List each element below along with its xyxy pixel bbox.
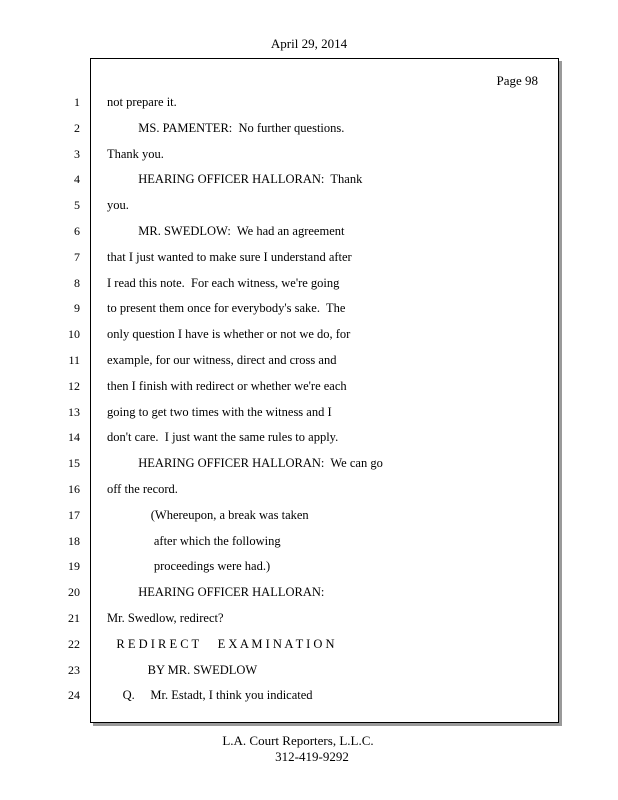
- footer-company: L.A. Court Reporters, L.L.C.: [222, 733, 374, 748]
- line-number: 19: [68, 559, 80, 573]
- line-text: HEARING OFFICER HALLORAN: Thank: [107, 172, 363, 186]
- footer-phone: 312-419-9292: [275, 749, 349, 764]
- line-number: 3: [74, 147, 80, 161]
- line-number: 23: [68, 663, 80, 677]
- line-text: HEARING OFFICER HALLORAN: We can go: [107, 456, 383, 470]
- line-text: going to get two times with the witness and I: [107, 405, 332, 419]
- line-text: to present them once for everybody's sake. The: [107, 301, 346, 315]
- line-number: 7: [74, 250, 80, 264]
- line-number: 17: [68, 508, 80, 522]
- line-number: 4: [74, 172, 80, 186]
- line-number: 1: [74, 95, 80, 109]
- header-date: April 29, 2014: [270, 36, 348, 51]
- line-text: HEARING OFFICER HALLORAN:: [107, 585, 325, 599]
- line-number: 11: [68, 353, 80, 367]
- line-text: that I just wanted to make sure I understand after: [107, 250, 352, 264]
- line-text: proceedings were had.): [107, 559, 271, 573]
- line-text: Mr. Swedlow, redirect?: [107, 611, 224, 625]
- line-number: 14: [68, 430, 80, 444]
- line-text: then I finish with redirect or whether we're each: [107, 379, 347, 393]
- line-text: not prepare it.: [107, 95, 177, 109]
- line-text: only question I have is whether or not we do, for: [107, 327, 351, 341]
- line-text: off the record.: [107, 482, 178, 496]
- line-number: 9: [74, 301, 80, 315]
- line-number: 10: [68, 327, 80, 341]
- line-number: 22: [68, 637, 80, 651]
- line-text: MR. SWEDLOW: We had an agreement: [107, 224, 345, 238]
- line-text: Thank you.: [107, 147, 164, 161]
- footer: [0, 733, 618, 765]
- line-number: 20: [68, 585, 80, 599]
- line-number: 8: [74, 276, 80, 290]
- line-text: BY MR. SWEDLOW: [107, 663, 258, 677]
- line-number: 18: [68, 534, 80, 548]
- line-text: (Whereupon, a break was taken: [107, 508, 309, 522]
- line-number: 21: [68, 611, 80, 625]
- page-number: Page 98: [496, 73, 538, 88]
- line-number: 2: [74, 121, 80, 135]
- line-number: 5: [74, 198, 80, 212]
- line-text: MS. PAMENTER: No further questions.: [107, 121, 345, 135]
- line-number: 13: [68, 405, 80, 419]
- line-text: R E D I R E C T E X A M I N A T I O N: [107, 637, 335, 651]
- line-number: 6: [74, 224, 80, 238]
- line-number: 15: [68, 456, 80, 470]
- line-text: you.: [107, 198, 129, 212]
- line-number: 24: [68, 688, 80, 702]
- line-text: I read this note. For each witness, we're going: [107, 276, 340, 290]
- line-number: 12: [68, 379, 80, 393]
- line-text: after which the following: [107, 534, 281, 548]
- line-text: Q. Mr. Estadt, I think you indicated: [107, 688, 313, 702]
- line-number: 16: [68, 482, 80, 496]
- line-text: don't care. I just want the same rules to apply.: [107, 430, 339, 444]
- line-text: example, for our witness, direct and cross and: [107, 353, 337, 367]
